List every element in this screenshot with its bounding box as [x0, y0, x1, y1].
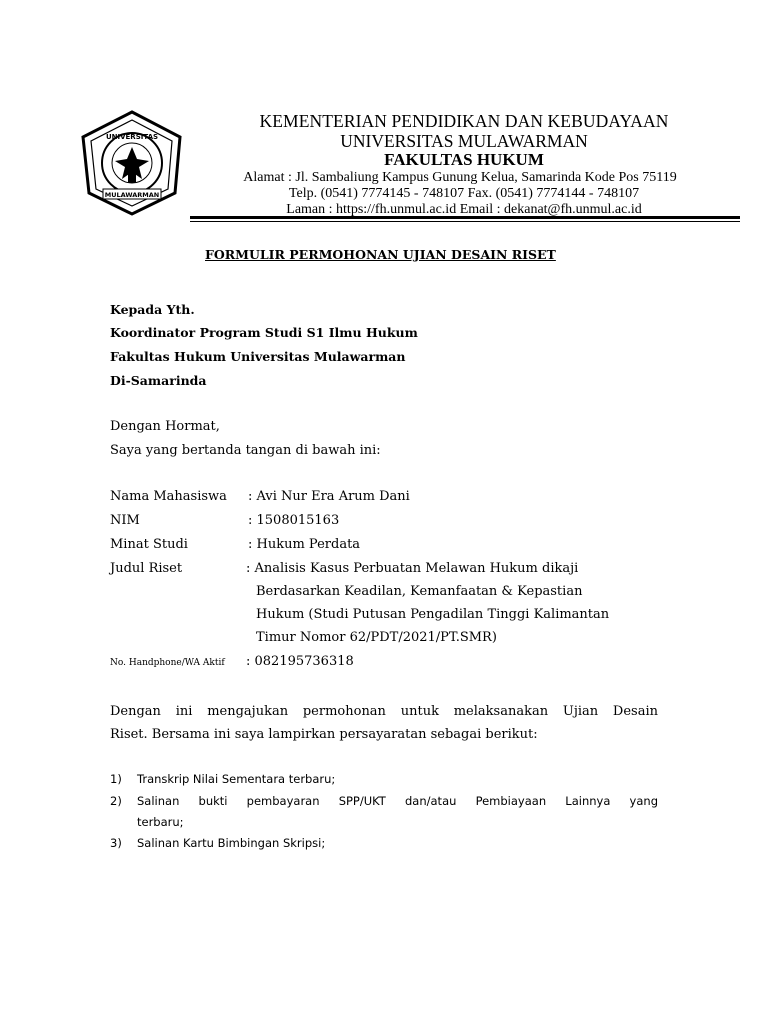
name-label: Nama Mahasiswa — [110, 489, 227, 504]
letterhead-rule-thick — [190, 216, 740, 219]
addressee-line-2: Koordinator Program Studi S1 Ilmu Hukum — [110, 325, 418, 340]
judul-line-2: Berdasarkan Keadilan, Kemanfaatan & Kepastian — [256, 584, 583, 599]
list-item-text-continued: terbaru; — [137, 815, 184, 829]
university-name: UNIVERSITAS MULAWARMAN — [340, 131, 588, 151]
list-item-text: Transkrip Nilai Sementara terbaru; — [137, 772, 336, 786]
ministry-name: KEMENTERIAN PENDIDIKAN DAN KEBUDAYAAN — [259, 111, 669, 131]
name-value: : Avi Nur Era Arum Dani — [248, 489, 410, 504]
logo-text-bottom: MULAWARMAN — [104, 191, 160, 199]
nim-value: : 1508015163 — [248, 513, 340, 528]
list-item-text: Salinan Kartu Bimbingan Skripsi; — [137, 836, 326, 850]
addressee-line-3: Fakultas Hukum Universitas Mulawarman — [110, 349, 406, 364]
list-item-text: Salinan bukti pembayaran SPP/UKT dan/atau Pembiayaan Lainnya yang — [137, 794, 658, 808]
phone-label: No. Handphone/WA Aktif — [110, 658, 225, 668]
list-item-number: 3) — [110, 836, 122, 850]
list-item-number: 1) — [110, 772, 122, 786]
request-paragraph-line-2: Riset. Bersama ini saya lampirkan persayaratan sebagai berikut: — [110, 727, 538, 742]
minat-label: Minat Studi — [110, 537, 188, 552]
phone-line: Telp. (0541) 7774145 - 748107 Fax. (0541) 7774144 - 748107 — [288, 186, 640, 201]
judul-line-1: : Analisis Kasus Perbuatan Melawan Hukum dikaji — [246, 561, 579, 576]
intro-text: Saya yang bertanda tangan di bawah ini: — [110, 443, 381, 458]
university-logo — [77, 109, 187, 217]
request-paragraph-line-1: Dengan ini mengajukan permohonan untuk melaksanakan Ujian Desain — [110, 704, 658, 719]
letterhead-rule-thin — [190, 221, 740, 222]
judul-line-3: Hukum (Studi Putusan Pengadilan Tinggi Kalimantan — [256, 607, 610, 622]
address-line: Alamat : Jl. Sambaliung Kampus Gunung Kelua, Samarinda Kode Pos 75119 — [243, 170, 677, 185]
judul-label: Judul Riset — [110, 561, 183, 576]
phone-value: : 082195736318 — [246, 654, 354, 669]
nim-label: NIM — [110, 513, 140, 528]
greeting: Dengan Hormat, — [110, 419, 220, 434]
minat-value: : Hukum Perdata — [248, 537, 361, 552]
addressee-line-4: Di-Samarinda — [110, 373, 207, 388]
faculty-name: FAKULTAS HUKUM — [384, 150, 544, 169]
logo-text-top: UNIVERSITAS — [105, 133, 159, 141]
form-title: FORMULIR PERMOHONAN UJIAN DESAIN RISET — [205, 247, 556, 262]
web-line: Laman : https://fh.unmul.ac.id Email : dekanat@fh.unmul.ac.id — [286, 202, 642, 216]
judul-line-4: Timur Nomor 62/PDT/2021/PT.SMR) — [256, 630, 497, 645]
list-item-number: 2) — [110, 794, 122, 808]
addressee-line-1: Kepada Yth. — [110, 302, 195, 317]
